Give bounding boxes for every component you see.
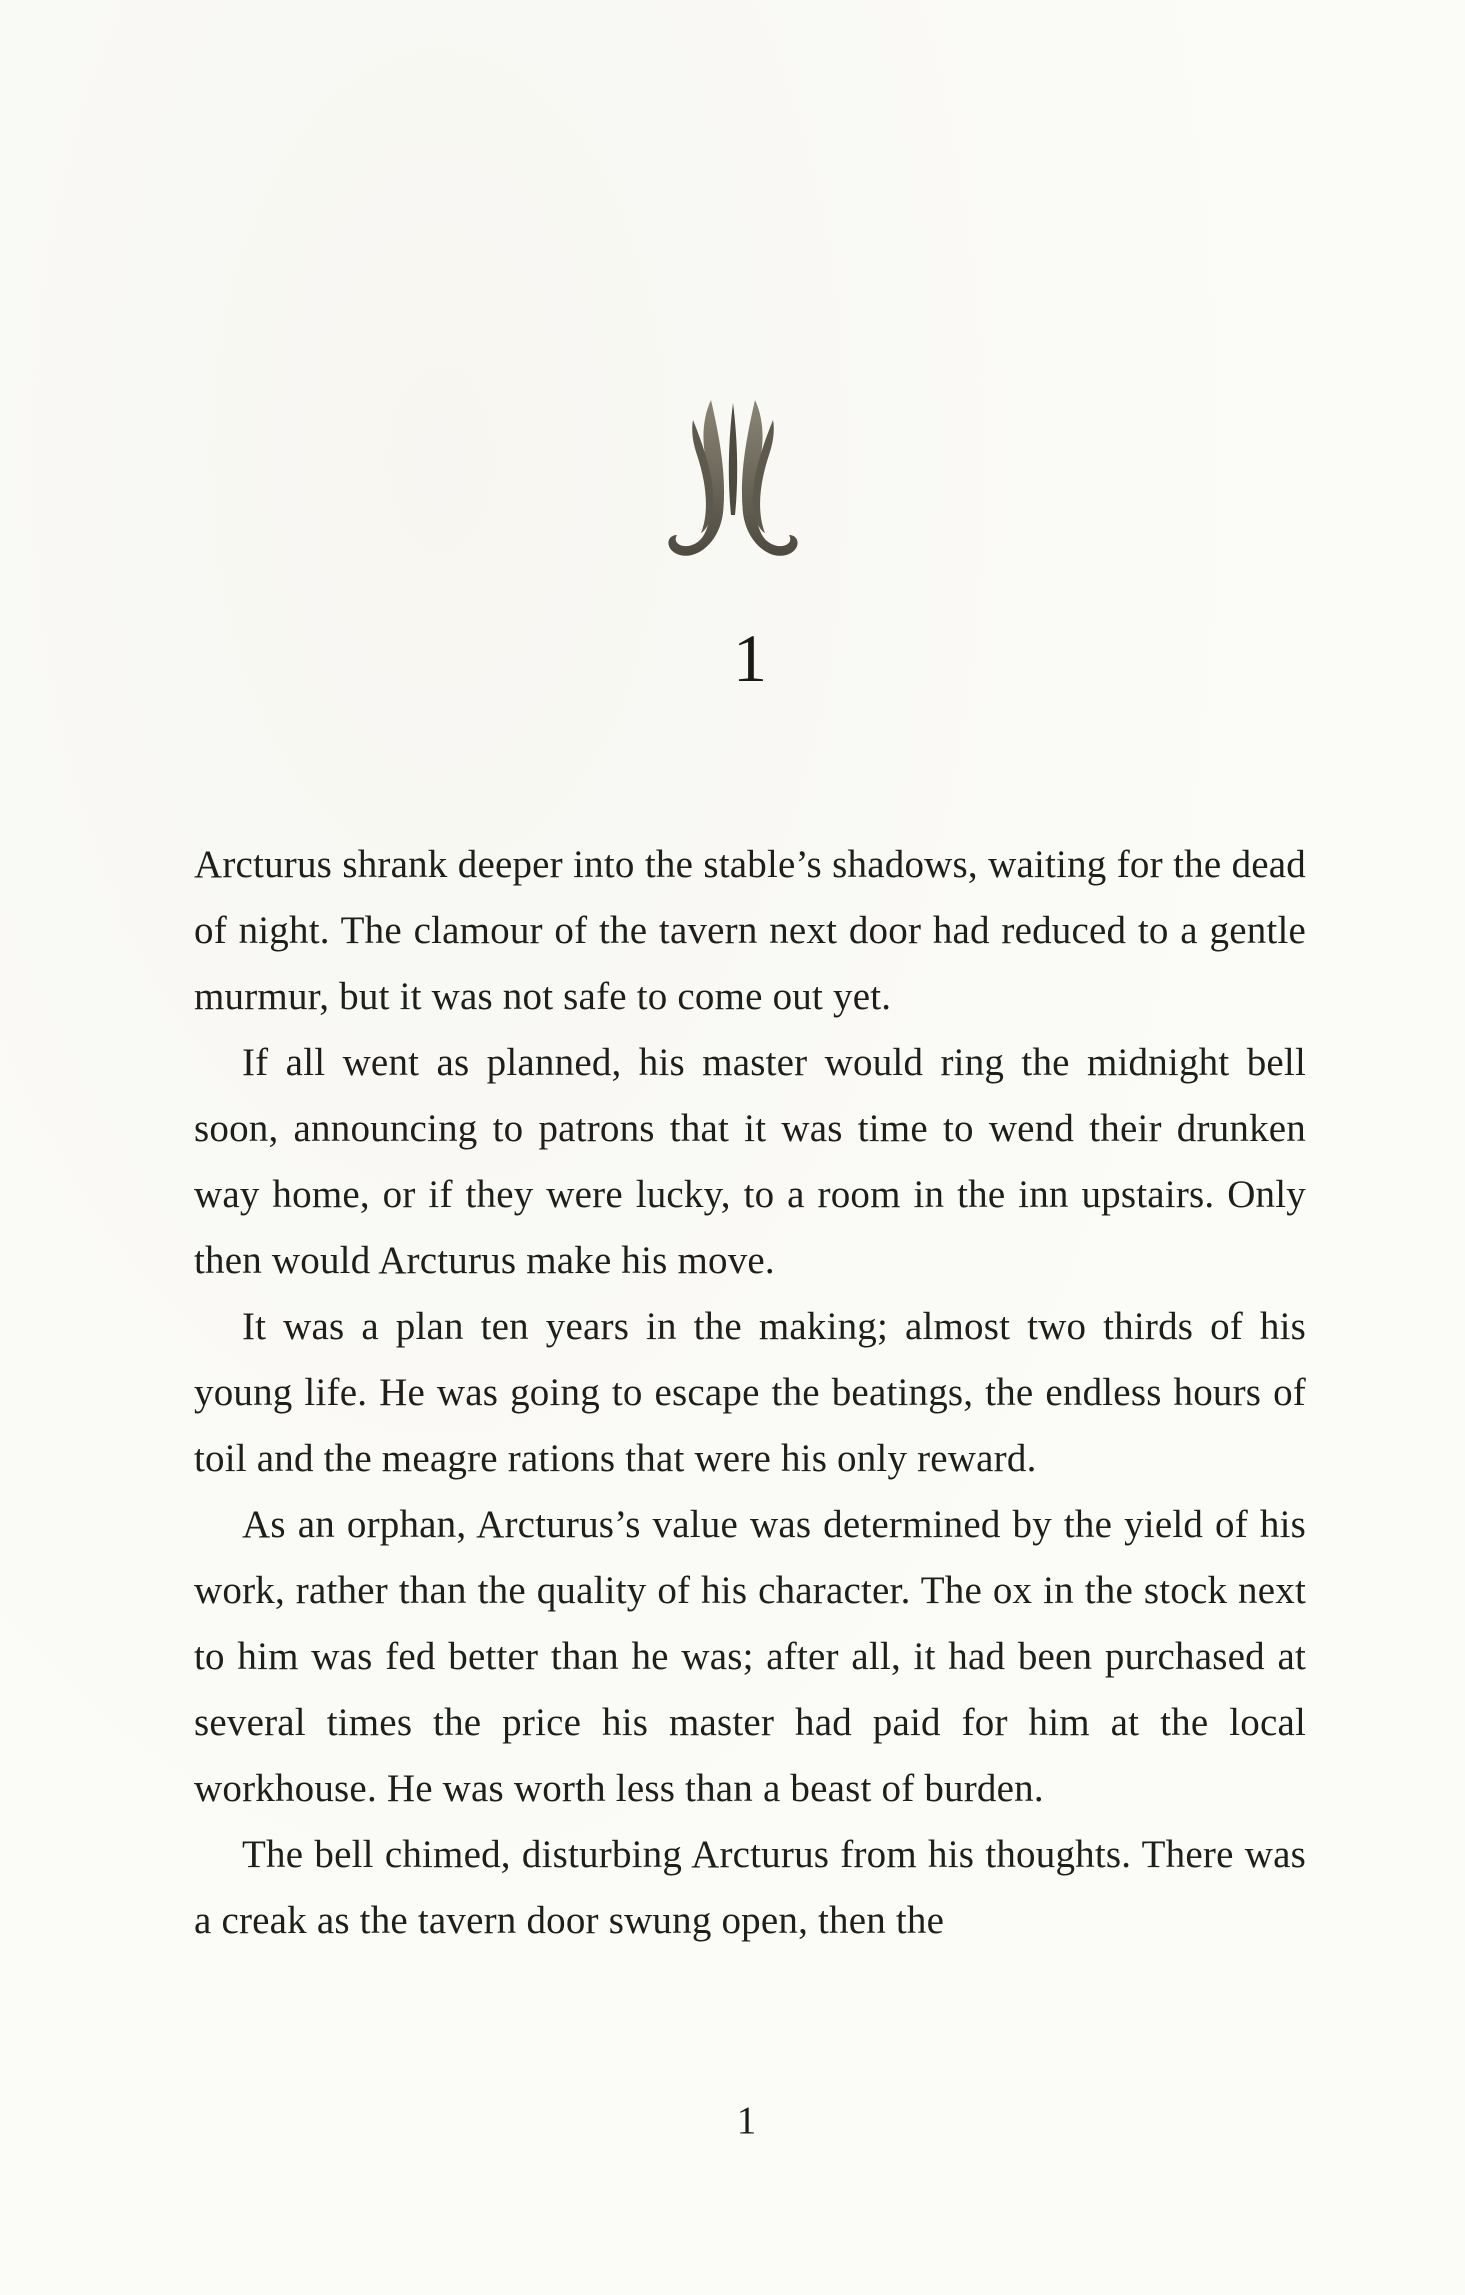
paragraph: It was a plan ten years in the making; almost two thirds of his young life. He was going to escape the beatings, the endless hours of toil and the meagre rations that were his only reward. — [194, 1305, 1306, 1480]
chapter-ornament — [0, 395, 1465, 595]
paragraph: The bell chimed, disturbing Arcturus from his thoughts. There was a creak as the tavern door swung open, then the — [194, 1833, 1306, 1942]
paragraph: As an orphan, Arcturus’s value was determined by the yield of his work, rather than the quality of his character. The ox in the stock next to him was fed better than he was; after all, it had been purchased at several times the price his master had paid for him at the local workhouse. He was worth less than a beast of burden. — [194, 1503, 1306, 1810]
body-text — [194, 832, 1306, 1954]
horned-ornament-icon — [653, 395, 813, 595]
paragraph: If all went as planned, his master would ring the midnight bell soon, announcing to patrons that it was time to wend their drunken way home, or if they were lucky, to a room in the inn upstairs. Only then would Arcturus make his move. — [194, 1041, 1306, 1282]
page-number: 1 — [736, 2099, 757, 2142]
chapter-number: 1 — [733, 620, 767, 696]
paragraph: Arcturus shrank deeper into the stable’s shadows, waiting for the dead of night. The clamour of the tavern next door had reduced to a gentle murmur, but it was not safe to come out yet. — [194, 843, 1306, 1018]
